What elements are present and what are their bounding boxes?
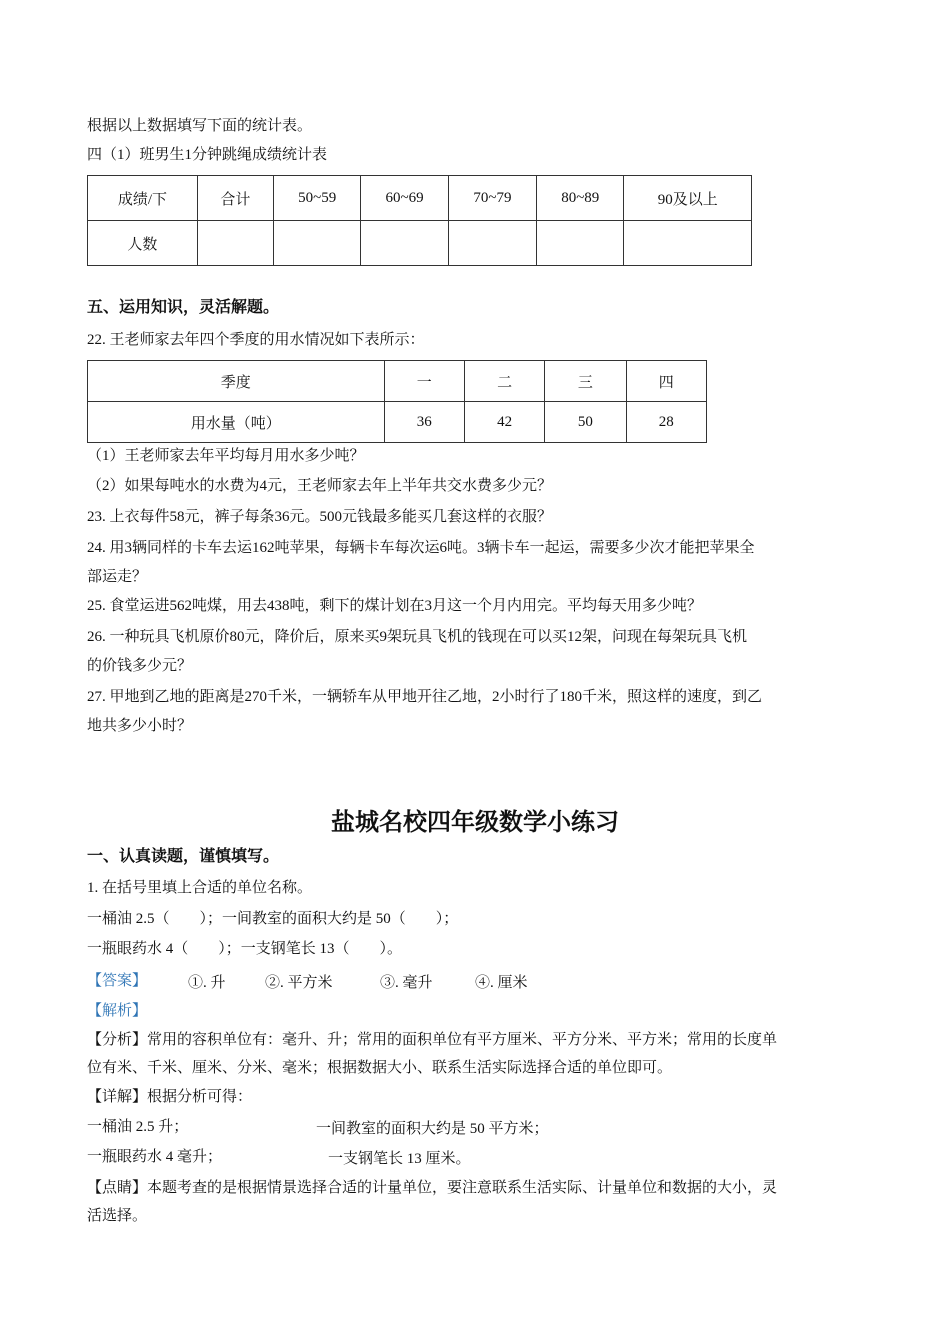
fenxi-text: 【分析】常用的容积单位有：毫升、升；常用的面积单位有平方厘米、平方分米、平方米；常用的长度单: [87, 1032, 778, 1048]
jump-rope-table: [87, 175, 752, 266]
question-27-cont: 地共多少小时？: [87, 718, 193, 734]
header-cell: 二: [464, 361, 544, 402]
question-1: 1. 在括号里填上合适的单位名称。: [87, 880, 313, 896]
detail-1a: 一桶油 2.5 升；: [87, 1119, 189, 1135]
empty-cell[interactable]: [274, 221, 361, 266]
header-cell: 三: [545, 361, 626, 402]
xiangjie-text: 【详解】根据分析可得：: [87, 1089, 253, 1105]
value-cell: 28: [626, 402, 706, 443]
question-23: 23. 上衣每件58元，裤子每条36元。500元钱最多能买几套这样的衣服？: [87, 509, 553, 525]
empty-cell[interactable]: [197, 221, 273, 266]
question-26-cont: 的价钱多少元？: [87, 658, 193, 674]
header-cell: 成绩/下: [88, 176, 198, 221]
header-cell: 合计: [197, 176, 273, 221]
answer-3: ③. 毫升: [380, 975, 433, 991]
question-24: 24. 用3辆同样的卡车去运162吨苹果，每辆卡车每次运6吨。3辆卡车一起运，需要多少次才能把苹果全: [87, 540, 755, 556]
header-cell: 90及以上: [624, 176, 752, 221]
row-label: 人数: [88, 221, 198, 266]
detail-1b: 一间教室的面积大约是 50 平方米；: [316, 1121, 549, 1137]
page-title: 盐城名校四年级数学小练习: [331, 810, 619, 836]
answer-4: ④. 厘米: [475, 975, 528, 991]
section-1-heading: 一、认真读题，谨慎填写。: [87, 848, 280, 865]
question-22-1: （1）王老师家去年平均每月用水多少吨？: [87, 448, 365, 464]
question-27: 27. 甲地到乙地的距离是270千米，一辆轿车从甲地开往乙地，2小时行了180千米，照这样的速度，到乙: [87, 689, 763, 705]
water-usage-table: [87, 360, 707, 443]
question-25: 25. 食堂运进562吨煤，用去438吨，剩下的煤计划在3月这一个月内用完。平均每天用多少吨？: [87, 598, 703, 614]
value-cell: 42: [464, 402, 544, 443]
dianjing-text: 【点睛】本题考查的是根据情景选择合适的计量单位，要注意联系生活实际、计量单位和数据的大小，灵: [87, 1180, 778, 1196]
row-label: 用水量（吨）: [88, 402, 385, 443]
header-cell: 四: [626, 361, 706, 402]
answer-label: 【答案】: [87, 973, 148, 989]
answer-2: ②. 平方米: [265, 975, 333, 991]
intro-text: 根据以上数据填写下面的统计表。: [87, 118, 313, 134]
detail-2b: 一支钢笔长 13 厘米。: [328, 1151, 471, 1167]
analysis-label: 【解析】: [87, 1003, 148, 1019]
question-22: 22. 王老师家去年四个季度的用水情况如下表所示：: [87, 332, 425, 348]
answer-1: ①. 升: [188, 975, 226, 991]
empty-cell[interactable]: [537, 221, 624, 266]
section-5-heading: 五、运用知识，灵活解题。: [87, 299, 280, 316]
dianjing-text-cont: 活选择。: [87, 1208, 148, 1224]
empty-cell[interactable]: [448, 221, 536, 266]
header-cell: 50~59: [274, 176, 361, 221]
value-cell: 50: [545, 402, 626, 443]
question-1-line1: 一桶油 2.5（ ）；一间教室的面积大约是 50（ ）；: [87, 911, 459, 927]
question-1-line2: 一瓶眼药水 4（ ）；一支钢笔长 13（ ）。: [87, 941, 403, 957]
empty-cell[interactable]: [361, 221, 448, 266]
header-cell: 60~69: [361, 176, 448, 221]
fenxi-text-cont: 位有米、千米、厘米、分米、毫米；根据数据大小、联系生活实际选择合适的单位即可。: [87, 1060, 673, 1076]
question-24-cont: 部运走？: [87, 569, 148, 585]
detail-2a: 一瓶眼药水 4 毫升；: [87, 1149, 223, 1165]
header-cell: 一: [384, 361, 464, 402]
question-26: 26. 一种玩具飞机原价80元，降价后，原来买9架玩具飞机的钱现在可以买12架，问现在每架玩具飞机: [87, 629, 748, 645]
table1-title: 四（1）班男生1分钟跳绳成绩统计表: [87, 147, 328, 163]
value-cell: 36: [384, 402, 464, 443]
question-22-2: （2）如果每吨水的水费为4元，王老师家去年上半年共交水费多少元？: [87, 478, 553, 494]
header-cell: 季度: [88, 361, 385, 402]
header-cell: 80~89: [537, 176, 624, 221]
empty-cell[interactable]: [624, 221, 752, 266]
header-cell: 70~79: [448, 176, 536, 221]
